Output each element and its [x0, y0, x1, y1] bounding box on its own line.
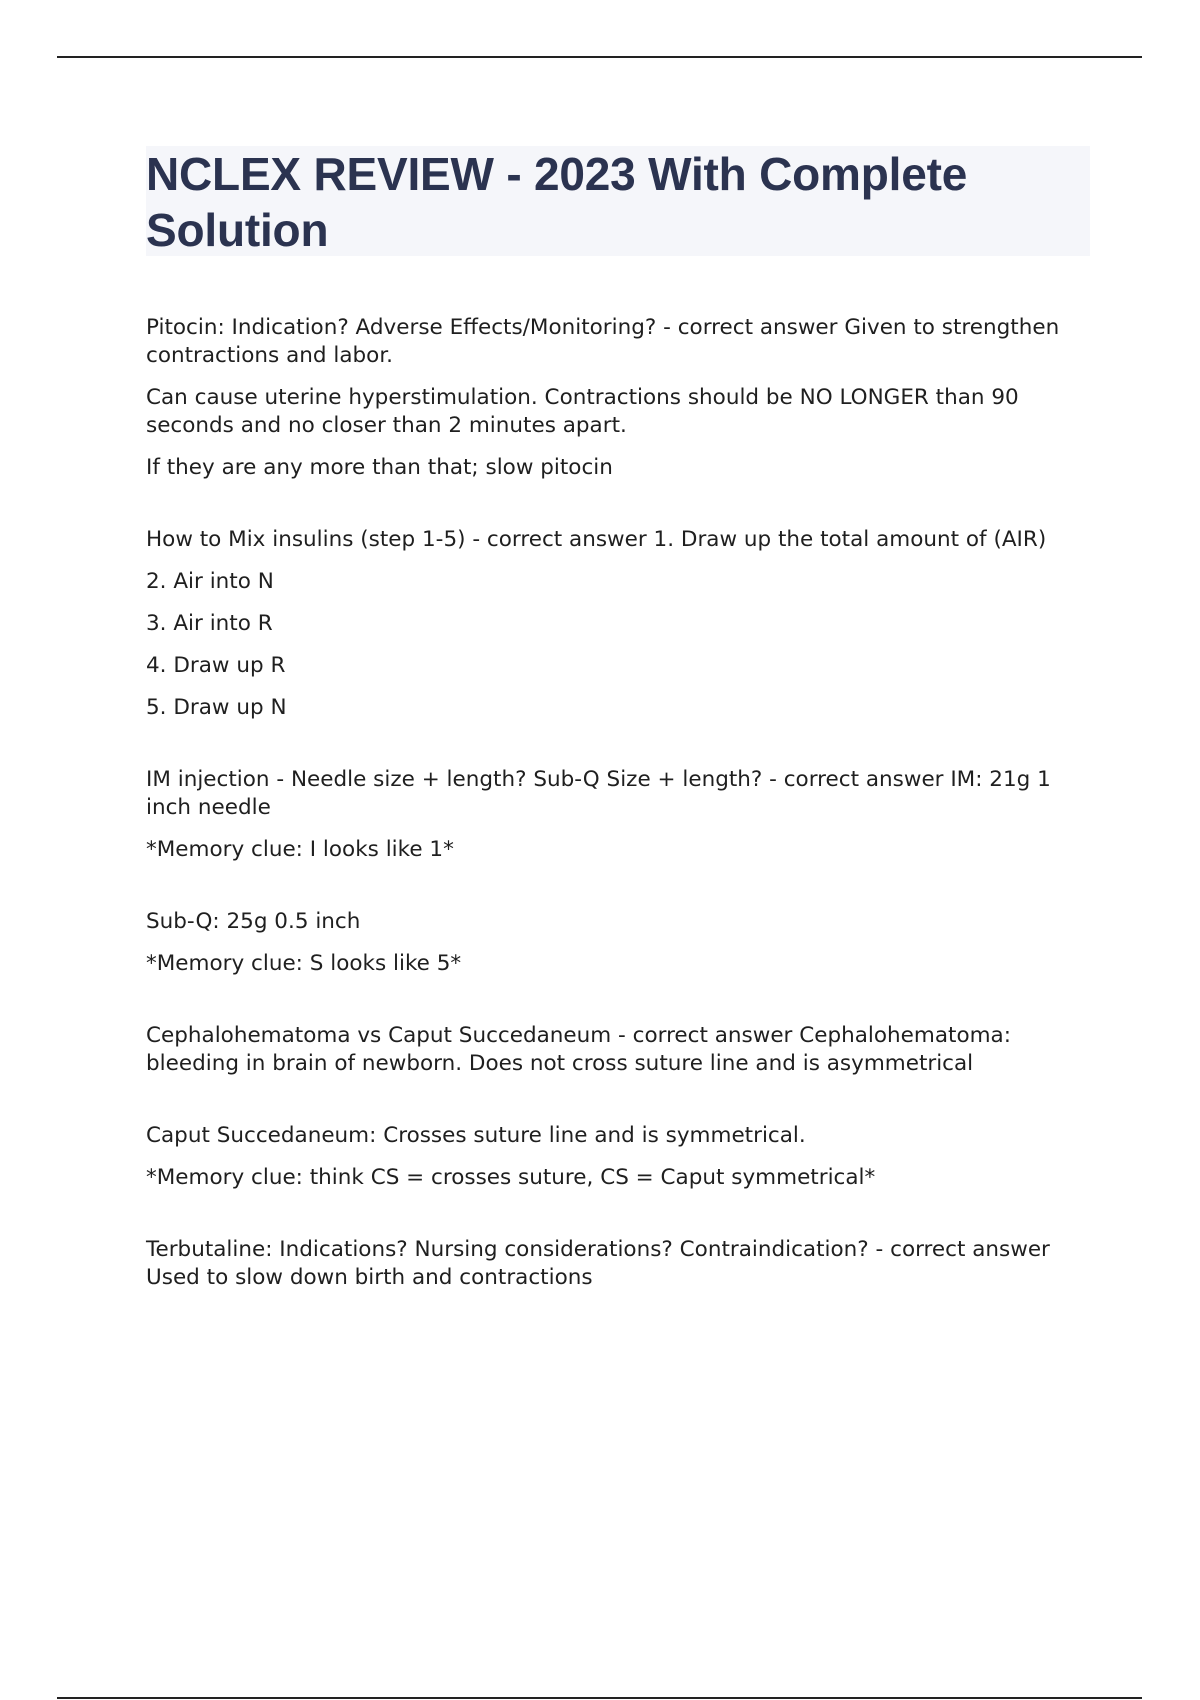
answer-paragraph: Can cause uterine hyperstimulation. Contractions should be NO LONGER than 90 seconds and no closer than 2 minutes apart. — [146, 385, 1019, 438]
step-item: 3. Air into R — [146, 611, 273, 636]
bottom-rule — [57, 1697, 1142, 1699]
answer-paragraph: If they are any more than that; slow pitocin — [146, 455, 613, 480]
question-answer-text: IM injection - Needle size + length? Sub-Q Size + length? - correct answer IM: 21g 1 inch needle — [146, 767, 1051, 820]
question-answer-text: How to Mix insulins (step 1-5) - correct answer 1. Draw up the total amount of (AIR) — [146, 527, 1047, 552]
document-body — [146, 314, 1090, 1336]
answer-paragraph: Caput Succedaneum: Crosses suture line and is symmetrical. — [146, 1123, 806, 1148]
qa-block-im-injection — [146, 766, 1090, 864]
question-answer-text: Cephalohematoma vs Caput Succedaneum - correct answer Cephalohematoma: bleeding in brain of newborn. Does not cross suture line and is asymmetrical — [146, 1023, 1011, 1076]
memory-clue: *Memory clue: S looks like 5* — [146, 951, 462, 976]
title-banner — [146, 146, 1090, 256]
answer-block-subq — [146, 908, 1090, 978]
top-rule — [57, 56, 1142, 58]
step-item: 5. Draw up N — [146, 695, 287, 720]
page-title: NCLEX REVIEW - 2023 With Complete Solution — [146, 148, 968, 256]
memory-clue: *Memory clue: think CS = crosses suture, CS = Caput symmetrical* — [146, 1165, 876, 1190]
answer-block-caput — [146, 1122, 1090, 1192]
step-item: 2. Air into N — [146, 569, 274, 594]
qa-block-insulins — [146, 526, 1090, 722]
memory-clue: *Memory clue: I looks like 1* — [146, 837, 454, 862]
qa-block-cephalohematoma — [146, 1022, 1090, 1078]
step-item: 4. Draw up R — [146, 653, 286, 678]
question-answer-text: Terbutaline: Indications? Nursing considerations? Contraindication? - correct answer Used to slow down birth and contractions — [146, 1237, 1050, 1290]
question-answer-text: Pitocin: Indication? Adverse Effects/Monitoring? - correct answer Given to strengthen contractions and labor. — [146, 315, 1060, 368]
answer-paragraph: Sub-Q: 25g 0.5 inch — [146, 909, 361, 934]
qa-block-terbutaline — [146, 1236, 1090, 1292]
qa-block-pitocin — [146, 314, 1090, 482]
